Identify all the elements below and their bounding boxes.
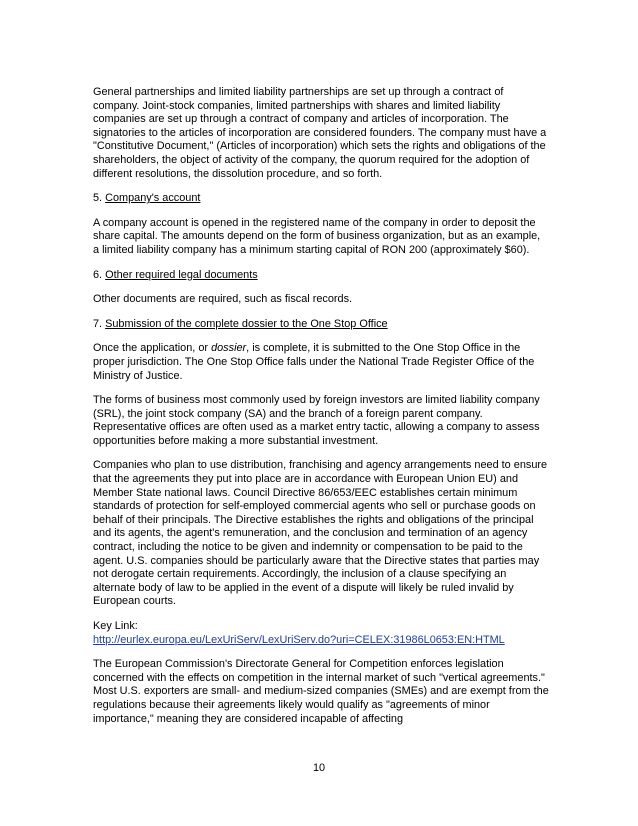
document-body	[93, 86, 549, 737]
key-link-url[interactable]: http://eurlex.europa.eu/LexUriServ/LexUriServ.do?uri=CELEX:31986L0653:EN:HTML	[93, 633, 505, 646]
emphasis-dossier: dossier	[211, 342, 247, 355]
section-title: Company's account	[105, 192, 201, 205]
paragraph-distribution: Companies who plan to use distribution, franchising and agency arrangements need to ensure that the agreements they put into place are in accordance with European Union EU) and Member State national laws. Council Directive 86/653/EEC establishes certain minimum standards of protection for self-employed commercial agents who sell or purchase goods on behalf of their principals. The Directive establishes the rights and obligations of the principal and its agents, the agent's remuneration, and the conclusion and termination of an agency contract, including the notice to be given and indemnity or compensation to be paid to the agent. U.S. companies should be particularly aware that the Directive states that parties may not derogate certain requirements. Accordingly, the inclusion of a clause specifying an alternate body of law to be applied in the event of a dispute will likely be ruled invalid by European courts.	[93, 459, 548, 608]
section-heading-other-documents	[93, 269, 549, 283]
section-heading-submission	[93, 318, 549, 332]
section-heading-company-account	[93, 192, 549, 206]
section-title: Submission of the complete dossier to the One Stop Office	[105, 317, 388, 330]
paragraph-other-documents: Other documents are required, such as fiscal records.	[93, 293, 353, 306]
paragraph-text: , is complete, it is submitted to the One Stop Office in the proper jurisdiction. The One Stop Office falls under the National Trade Register Office of the Ministry of Justice.	[93, 342, 535, 382]
paragraph-text: Once the application, or	[93, 342, 212, 355]
section-number: 7.	[93, 317, 106, 330]
paragraph-business-forms: The forms of business most commonly used by foreign investors are limited liability company (SRL), the joint stock company (SA) and the branch of a foreign parent company. Representative offices are often used as a market entry tactic, allowing a company to assess opportunities before making a more substantial investment.	[93, 394, 540, 447]
paragraph-partnerships: General partnerships and limited liability partnerships are set up through a contract of company. Joint-stock companies, limited partnerships with shares and limited liability companies are set up through a contract of company and articles of incorporation. The signatories to the articles of incorporation are considered founders. The company must have a "Constitutive Document," (Articles of incorporation) which sets the rights and obligations of the shareholders, the object of activity of the company, the quorum required for the adoption of different resolutions, the dissolution procedure, and so forth.	[93, 86, 547, 180]
section-number: 6.	[93, 268, 106, 281]
section-number: 5.	[93, 192, 106, 205]
key-link-block	[93, 620, 549, 647]
paragraph-competition: The European Commission's Directorate General for Competition enforces legislation concerned with the effects on competition in the internal market of such "vertical agreements." Most U.S. exporters are small- and medium-sized companies (SMEs) and are exempt from the regulations because their agreements likely would qualify as "agreements of minor importance," meaning they are considered incapable of affecting	[93, 658, 549, 725]
page-number: 10	[312, 762, 326, 774]
key-link-label: Key Link:	[93, 620, 138, 632]
section-title: Other required legal documents	[105, 268, 258, 281]
paragraph-submission	[93, 342, 549, 383]
paragraph-company-account: A company account is opened in the registered name of the company in order to deposit the share capital. The amounts depend on the form of business organization, but as an example, a limited liability company has a minimum starting capital of RON 200 (approximately $60).	[93, 216, 541, 256]
